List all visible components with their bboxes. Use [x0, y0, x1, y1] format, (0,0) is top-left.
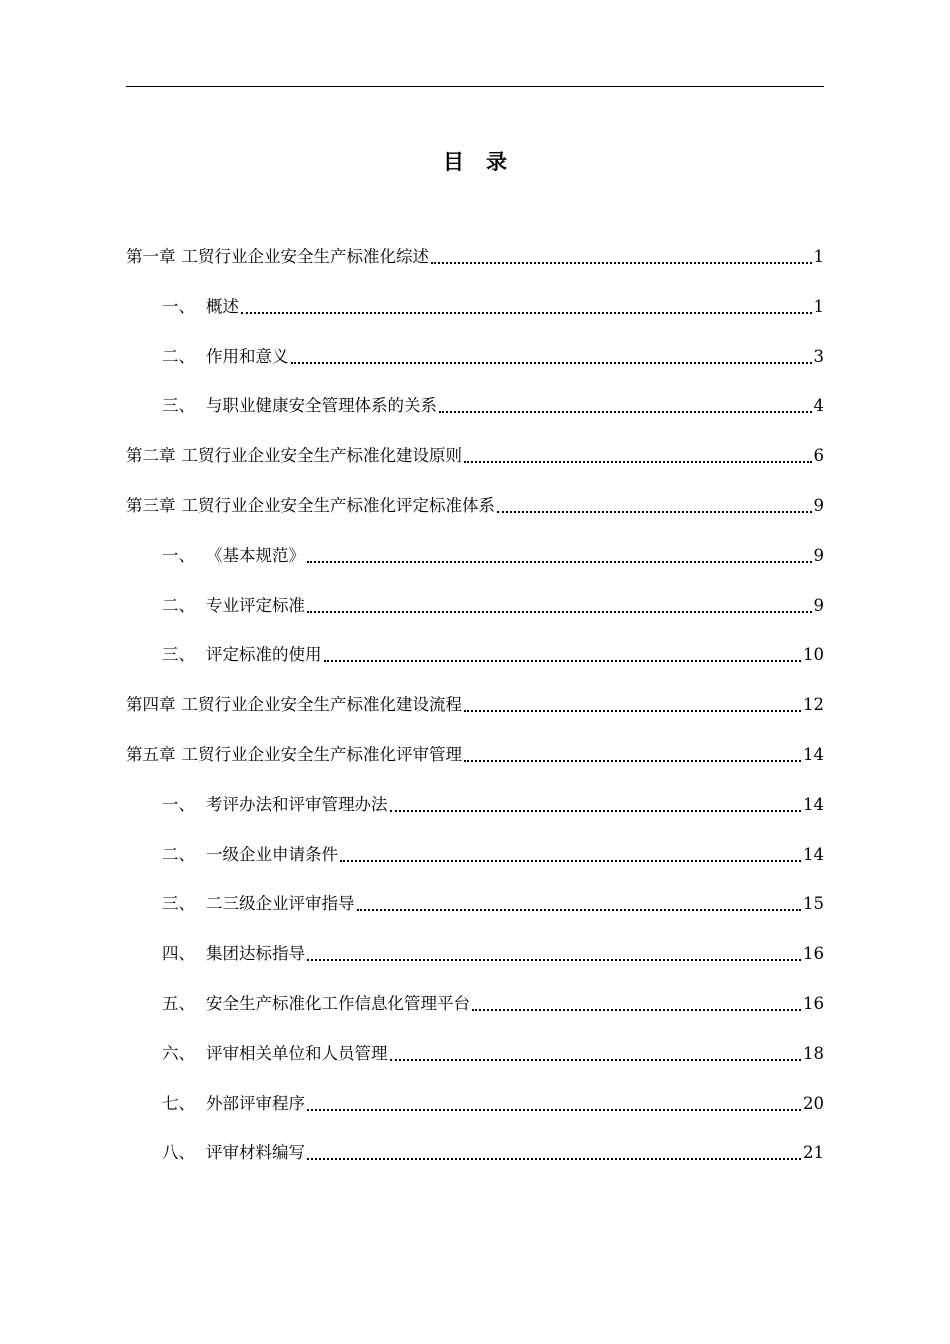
toc-entry-number: 四、	[162, 944, 195, 964]
toc-entry-section[interactable]	[126, 395, 824, 445]
toc-entry-page-number: 20	[803, 1093, 824, 1113]
toc-entry-title: 工贸行业企业安全生产标准化综述	[181, 247, 429, 266]
toc-dot-leader	[241, 296, 812, 318]
toc-entry-title: 一级企业申请条件	[206, 844, 338, 864]
toc-entry-page-number: 12	[803, 695, 824, 715]
toc-entry-number: 七、	[162, 1093, 195, 1113]
toc-dot-leader	[390, 1043, 802, 1065]
toc-entry-number: 三、	[162, 645, 195, 665]
toc-entry-page-number: 9	[813, 595, 824, 615]
toc-entry-page-number: 9	[813, 545, 824, 565]
toc-entry-section[interactable]	[126, 943, 824, 993]
toc-entry-number: 一、	[162, 296, 195, 316]
toc-entry-number: 第一章	[126, 247, 176, 266]
toc-entry-title: 集团达标指导	[206, 944, 305, 964]
toc-entry-page-number: 21	[803, 1143, 824, 1163]
toc-dot-leader	[439, 395, 812, 417]
toc-entry-number: 一、	[162, 794, 195, 814]
toc-entry-title: 与职业健康安全管理体系的关系	[206, 396, 437, 416]
toc-entry-chapter[interactable]	[126, 495, 824, 545]
toc-dot-leader	[497, 495, 812, 517]
toc-entry-title: 概述	[206, 296, 239, 316]
toc-entry-number: 第四章	[126, 695, 176, 715]
toc-entry-title: 工贸行业企业安全生产标准化建设流程	[181, 695, 462, 715]
toc-dot-leader	[390, 794, 802, 816]
toc-entry-number: 三、	[162, 396, 195, 416]
toc-dot-leader	[357, 893, 802, 915]
toc-entry-page-number: 14	[803, 744, 824, 764]
toc-entry-page-number: 4	[813, 396, 824, 416]
toc-dot-leader	[307, 943, 801, 965]
toc-title	[0, 146, 950, 176]
toc-entry-chapter[interactable]	[126, 744, 824, 794]
toc-entry-title: 作用和意义	[206, 346, 289, 366]
toc-title-char-1: 目	[443, 149, 464, 174]
toc-entry-section[interactable]	[126, 1142, 824, 1192]
toc-entry-title: 二三级企业评审指导	[206, 894, 355, 914]
toc-entry-title: 评审相关单位和人员管理	[206, 1043, 388, 1063]
toc-entry-number: 二、	[162, 595, 195, 615]
toc-entry-title: 专业评定标准	[206, 595, 305, 615]
toc-entry-title: 外部评审程序	[206, 1093, 305, 1113]
toc-entry-section[interactable]	[126, 1043, 824, 1093]
toc-entry-number: 第五章	[126, 744, 176, 764]
toc-list	[126, 246, 824, 1192]
toc-entry-number: 八、	[162, 1143, 195, 1163]
toc-entry-page-number: 14	[803, 794, 824, 814]
toc-entry-number: 第二章	[126, 446, 176, 466]
toc-dot-leader	[340, 844, 801, 866]
toc-entry-section[interactable]	[126, 794, 824, 844]
toc-entry-number: 六、	[162, 1043, 195, 1063]
toc-entry-page-number: 18	[803, 1043, 824, 1063]
toc-entry-page-number: 16	[803, 944, 824, 964]
toc-entry-number: 二、	[162, 844, 195, 864]
toc-entry-section[interactable]	[126, 346, 824, 396]
toc-entry-page-number: 15	[803, 894, 824, 914]
toc-entry-section[interactable]	[126, 296, 824, 346]
toc-entry-page-number: 3	[813, 346, 824, 366]
toc-entry-title: 评定标准的使用	[206, 645, 322, 665]
toc-entry-section[interactable]	[126, 1093, 824, 1143]
toc-entry-page-number: 6	[813, 446, 824, 466]
toc-dot-leader	[324, 644, 802, 666]
toc-entry-title: 工贸行业企业安全生产标准化建设原则	[181, 446, 462, 466]
toc-dot-leader	[291, 346, 812, 368]
toc-entry-title: 评审材料编写	[206, 1143, 305, 1163]
toc-entry-chapter[interactable]	[126, 246, 824, 296]
toc-dot-leader	[464, 445, 812, 467]
toc-entry-page-number: 10	[803, 645, 824, 665]
toc-entry-page-number: 9	[813, 495, 824, 515]
toc-entry-title: 工贸行业企业安全生产标准化评审管理	[181, 744, 462, 764]
toc-entry-section[interactable]	[126, 844, 824, 894]
toc-entry-page-number: 14	[803, 844, 824, 864]
toc-entry-title: 安全生产标准化工作信息化管理平台	[206, 993, 470, 1013]
toc-entry-section[interactable]	[126, 993, 824, 1043]
toc-entry-title: 《基本规范》	[206, 545, 305, 565]
toc-dot-leader	[464, 744, 801, 766]
toc-entry-number: 五、	[162, 993, 195, 1013]
toc-dot-leader	[307, 1093, 801, 1115]
toc-entry-page-number: 1	[813, 296, 824, 316]
toc-entry-number: 第三章	[126, 495, 176, 515]
toc-entry-section[interactable]	[126, 644, 824, 694]
toc-entry-chapter[interactable]	[126, 694, 824, 744]
toc-dot-leader	[472, 993, 801, 1015]
toc-entry-section[interactable]	[126, 893, 824, 943]
toc-dot-leader	[431, 246, 812, 268]
header-rule	[126, 86, 824, 87]
toc-dot-leader	[307, 545, 812, 567]
toc-entry-section[interactable]	[126, 595, 824, 645]
toc-dot-leader	[307, 1142, 801, 1164]
toc-dot-leader	[307, 595, 812, 617]
toc-entry-number: 三、	[162, 894, 195, 914]
toc-entry-chapter[interactable]	[126, 445, 824, 495]
toc-dot-leader	[464, 694, 801, 716]
toc-entry-number: 二、	[162, 346, 195, 366]
toc-entry-title: 考评办法和评审管理办法	[206, 794, 388, 814]
toc-entry-title: 工贸行业企业安全生产标准化评定标准体系	[181, 495, 495, 515]
toc-title-char-2: 录	[486, 149, 507, 174]
toc-entry-number: 一、	[162, 545, 195, 565]
toc-entry-page-number: 1	[813, 247, 824, 266]
toc-entry-section[interactable]	[126, 545, 824, 595]
toc-entry-page-number: 16	[803, 993, 824, 1013]
